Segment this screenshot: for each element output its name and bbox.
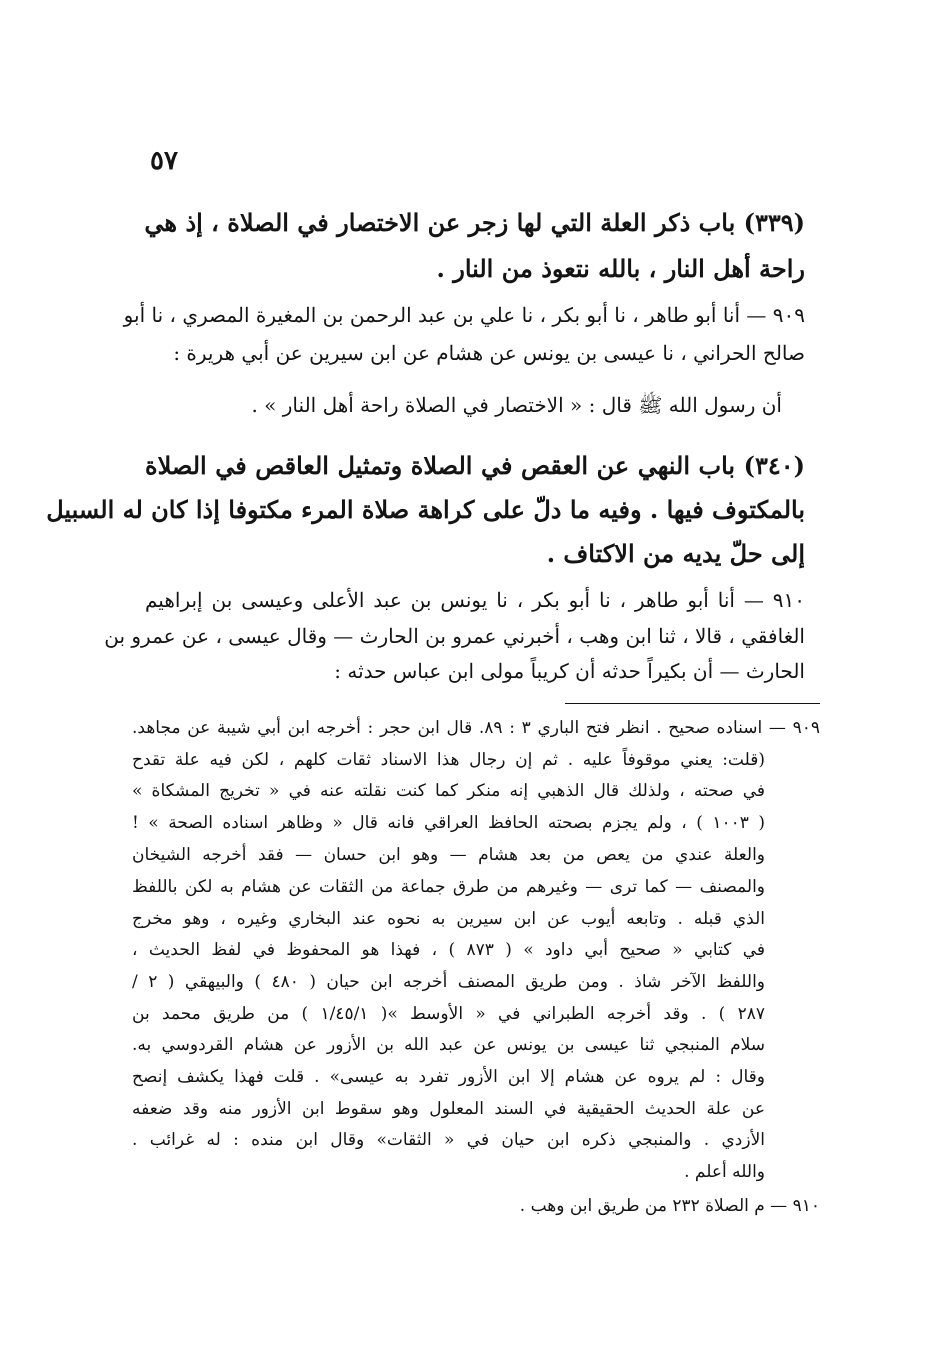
hadith-910-line-1: ٩١٠ — أنا أبو طاهر ، نا أبو بكر ، نا يونس بن عبد الأعلى وعيسى بن إبراهيم	[145, 588, 805, 612]
footnote-909-line-13: عن علة الحديث الحقيقية في السند المعلول وهو سقوط ابن الأزور منه وقد ضعفه	[132, 1099, 765, 1119]
section-340-heading-line-1: (٣٤٠) باب النهي عن العقص في الصلاة وتمثيل العاقص في الصلاة	[145, 451, 805, 480]
footnote-909-line-11: سلام المنبجي ثنا عيسى بن يونس عن عبد الله بن الأزور عن هشام القردوسي به.	[132, 1035, 765, 1055]
footnote-909-line-12: وقال : لم يروه عن هشام إلا ابن الأزور تفرد به عيسى» . قلت فهذا يكشف إنصح	[132, 1067, 765, 1087]
footnote-909-line-7: الذي قبله . وتابعه أيوب عن ابن سيرين به نحوه عند البخاري وغيره ، وهو مخرج	[132, 909, 765, 929]
hadith-909-line-1: ٩٠٩ — أنا أبو طاهر ، نا أبو بكر ، نا علي بن عبد الرحمن بن المغيرة المصري ، نا أبو	[123, 303, 805, 327]
footnote-909-line-2: (قلت: يعني موقوفاً عليه . ثم إن رجال هذا الاسناد ثقات كلهم ، لكن فيه علة تقدح	[132, 750, 765, 770]
section-340-heading-line-2: بالمكتوف فيها . وفيه ما دلّ على كراهة صلاة المرء مكتوفا إذا كان له السبيل	[46, 495, 805, 524]
section-339-heading-line-2: راحة أهل النار ، بالله نتعوذ من النار .	[436, 254, 805, 283]
footnote-909-line-9: واللفظ الآخر شاذ . ومن طريق المصنف أخرجه ابن حيان ( ٤٨٠ ) والبيهقي ( ٢ /	[132, 972, 766, 992]
hadith-910-line-3: الحارث — أن بكيراً حدثه أن كريباً مولى ابن عباس حدثه :	[334, 659, 805, 683]
footnote-909-line-6: والمصنف — كما ترى — وغيرهم من طرق جماعة من الثقات عن هشام به لكن باللفظ	[132, 877, 765, 897]
section-340-heading-line-3: إلى حلّ يديه من الاكتاف .	[546, 539, 805, 568]
footnote-909-line-5: والعلة عندي من يعص من بعد هشام — وهو ابن حسان — فقد أخرجه الشيخان	[132, 845, 765, 865]
footnote-909-line-3: في صحته ، ولذلك قال الذهبي إنه منكر كما كنت نقلته عنه في « تخريج المشكاة »	[132, 781, 765, 801]
hadith-910-line-2: الغافقي ، قالا ، ثنا ابن وهب ، أخبرني عمرو بن الحارث — وقال عيسى ، عن عمرو بن	[104, 624, 805, 648]
footnote-909-line-8: في كتابي « صحيح أبي داود » ( ٨٧٣ ) ، فهذا هو المحفوظ في لفظ الحديث ،	[132, 940, 765, 960]
footnote-separator	[565, 703, 820, 704]
hadith-909-matn: أن رسول الله ﷺ قال : « الاختصار في الصلاة راحة أهل النار » .	[251, 393, 782, 417]
footnote-909-line-1: ٩٠٩ — اسناده صحيح . انظر فتح الباري ٣ : ٨٩. قال ابن حجر : أخرجه ابن أبي شيبة عن مجاهد.	[132, 718, 820, 738]
footnote-909-line-10: ٢٨٧ ) . وقد أخرجه الطبراني في « الأوسط »( ١/٤٥/١ ) من طريق محمد بن	[132, 1004, 765, 1024]
section-339-heading-line-1: (٣٣٩) باب ذكر العلة التي لها زجر عن الاختصار في الصلاة ، إذ هي	[144, 208, 805, 237]
page-number: ٥٧	[150, 146, 178, 176]
footnote-909-line-4: ( ١٠٠٣ ) ، ولم يجزم بصحته الحافظ العراقي فانه قال « وظاهر اسناده الصحة » !	[132, 813, 765, 833]
footnote-909-line-14: الأزدي . والمنبجي ذكره ابن حيان في « الثقات» وقال ابن منده : له غرائب .	[132, 1130, 765, 1150]
hadith-909-line-2: صالح الحراني ، نا عيسى بن يونس عن هشام عن ابن سيرين عن أبي هريرة :	[173, 341, 805, 365]
footnote-910: ٩١٠ — م الصلاة ٢٣٢ من طريق ابن وهب .	[519, 1196, 820, 1216]
footnote-909-line-15: والله أعلم .	[684, 1162, 765, 1182]
